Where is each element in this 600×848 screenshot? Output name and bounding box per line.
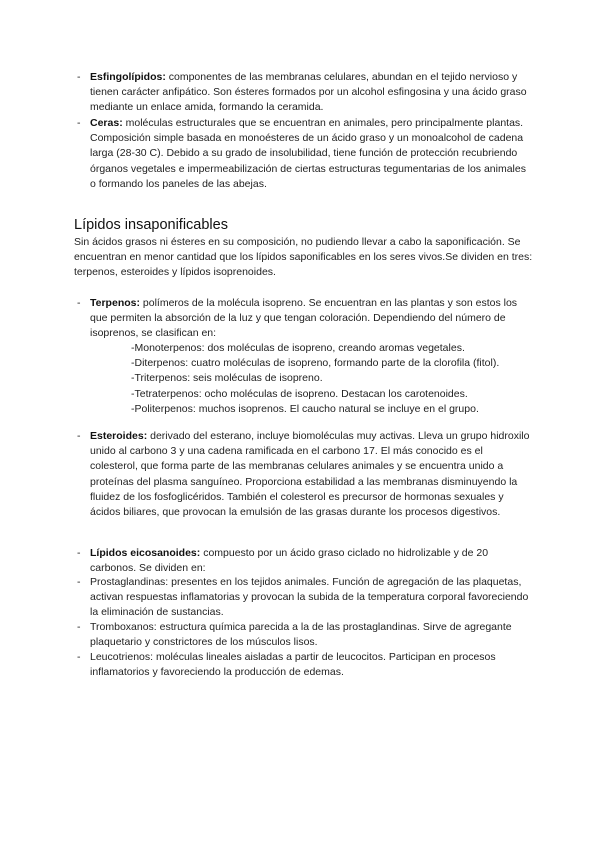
bullet-dash: - bbox=[77, 71, 81, 83]
subtype-item: -Diterpenos: cuatro moléculas de isopreno, formando parte de la clorofila (fitol). bbox=[131, 357, 500, 370]
bullet-dash: - bbox=[77, 430, 81, 442]
term-esfingolipidos: Esfingolípidos: bbox=[90, 71, 166, 83]
bullet-dash: - bbox=[77, 297, 81, 309]
subtype-item: -Politerpenos: muchos isoprenos. El caucho natural se incluye en el grupo. bbox=[131, 402, 479, 415]
terpenos-subtypes bbox=[131, 341, 551, 417]
eicosanoide-text: Leucotrienos: moléculas lineales aisladas a partir de leucocitos. Participan en procesos inflamatorios y favoreciendo la producción de edemas. bbox=[90, 651, 496, 679]
bullet-dash: - bbox=[77, 621, 81, 633]
list-item-esteroides bbox=[77, 429, 530, 520]
bullet-dash: - bbox=[77, 651, 81, 663]
subtype-item: -Tetraterpenos: ocho moléculas de isopreno. Destacan los carotenoides. bbox=[131, 387, 468, 400]
list-item-eicosanoides bbox=[77, 546, 530, 576]
term-terpenos: Terpenos: bbox=[90, 297, 140, 309]
term-eicosanoides: Lípidos eicosanoides: bbox=[90, 547, 201, 559]
term-esteroides: Esteroides: bbox=[90, 430, 148, 442]
list-item-esfingolipidos bbox=[77, 70, 530, 116]
list-item-ceras bbox=[77, 116, 530, 192]
subtype-item: -Monoterpenos: dos moléculas de isopreno, creando aromas vegetales. bbox=[131, 342, 465, 354]
eicosanoide-leucotrienos bbox=[77, 650, 530, 680]
eicosanoide-text: Prostaglandinas: presentes en los tejidos animales. Función de agregación de las plaquetas, activan respuestas inflamatorias y provocan la subida de la temperatura corporal favoreciendo la eliminación de sustancias. bbox=[90, 576, 529, 619]
eicosanoide-tromboxanos bbox=[77, 620, 530, 650]
section-intro: Sin ácidos grasos ni ésteres en su composición, no pudiendo llevar a cabo la saponificación. Se encuentran en menor cantidad que los lípidos saponificables en los seres vivos.Se dividen en tres: terpenos, esteroides y lípidos isoprenoides. bbox=[74, 236, 533, 279]
definition-esteroides: derivado del esterano, incluye biomoléculas muy activas. Lleva un grupo hidroxilo unido al carbono 3 y una cadena ramificada en el carbono 17. El más conocido es el colesterol, que forma parte de las membranas celulares animales y se encuentra unido a proteínas del plasma sanguíneo. Proporciona estabilidad a las membranas disminuyendo la fluidez de los fosfoglicéridos. También el colesterol es precursor de hormonas sexuales y ácidos biliares, que provocan la emulsión de las grasas durante los procesos digestivos. bbox=[90, 430, 530, 519]
bullet-dash: - bbox=[77, 576, 81, 588]
definition-esfingolipidos: componentes de las membranas celulares, abundan en el tejido nervioso y tienen carácter anfipático. Son ésteres formados por un alcohol esfingosina y una ácido graso mediante un enlace amida, formando la ceramida. bbox=[90, 71, 527, 114]
definition-terpenos: polímeros de la molécula isopreno. Se encuentran en las plantas y son estos los que permiten la absorción de la luz y que tengan coloración. Dependiendo del número de isoprenos, se clasifican en: bbox=[90, 297, 518, 340]
definition-eicosanoides: compuesto por un ácido graso ciclado no hidrolizable y de 20 carbonos. Se dividen en: bbox=[90, 547, 489, 575]
subtype-item: -Triterpenos: seis moléculas de isopreno. bbox=[131, 372, 323, 385]
eicosanoide-text: Tromboxanos: estructura química parecida a la de las prostaglandinas. Sirve de agregante plaquetario y constrictores de los músculos lisos. bbox=[90, 621, 512, 649]
list-item-terpenos bbox=[77, 296, 530, 342]
section-heading: Lípidos insaponificables bbox=[74, 217, 228, 233]
bullet-dash: - bbox=[77, 547, 81, 559]
eicosanoide-prostaglandinas bbox=[77, 575, 530, 621]
term-ceras: Ceras: bbox=[90, 117, 123, 129]
definition-ceras: moléculas estructurales que se encuentran en animales, pero principalmente plantas. Composición simple basada en monoésteres de un ácido graso y un monoalcohol de cadena larga (28-30 C). Debido a su grado de insolubilidad, tiene función de protección recubriendo órganos vegetales e impermeabilización de ciertas estructuras tegumentarias de los animales o formando los paneles de las abejas. bbox=[90, 117, 526, 190]
bullet-dash: - bbox=[77, 117, 81, 129]
